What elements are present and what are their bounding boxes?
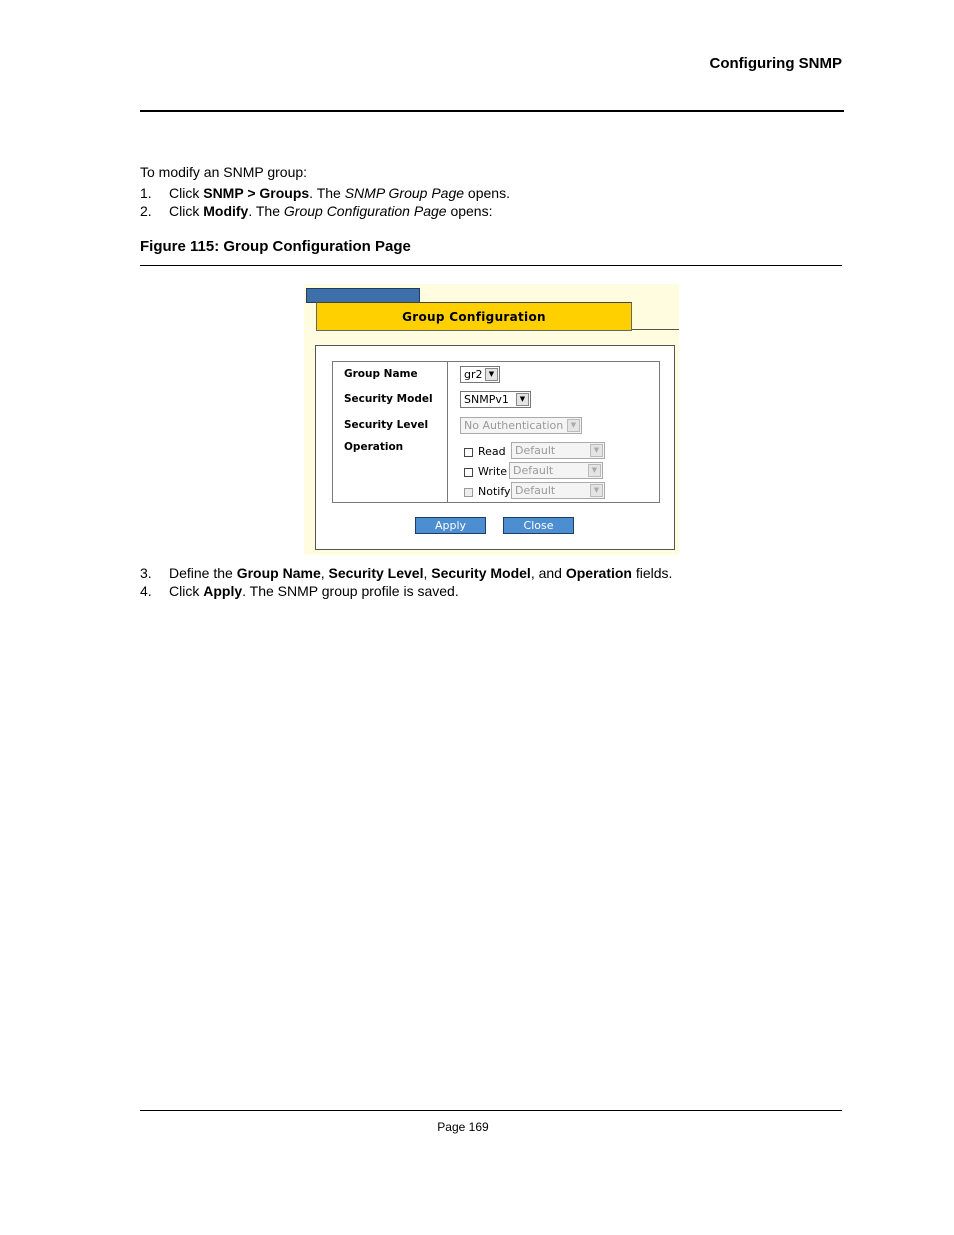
notify-view-select[interactable] — [511, 482, 605, 499]
write-label: Write — [478, 465, 508, 478]
step-number: 1. — [140, 185, 152, 201]
step-text: Define the — [169, 565, 237, 581]
running-header-title: Configuring SNMP — [709, 55, 842, 72]
read-view-select[interactable] — [511, 442, 605, 459]
step-4 — [140, 582, 840, 600]
step-text: opens: — [446, 203, 493, 219]
figure-caption: Figure 115: Group Configuration Page — [140, 238, 411, 255]
menu-path: SNMP > Groups — [203, 185, 310, 201]
intro-text: To modify an SNMP group: — [140, 164, 308, 180]
footer-rule — [140, 1110, 842, 1111]
group-name-value: gr2 — [464, 368, 483, 381]
page-title-tab: Group Configuration — [316, 302, 632, 331]
step-2 — [140, 202, 840, 220]
security-model-label: Security Model — [344, 393, 433, 405]
nav-tab[interactable] — [306, 288, 420, 303]
column-divider — [447, 362, 448, 502]
chevron-down-icon[interactable]: ▼ — [516, 393, 529, 406]
notify-view-value: Default — [515, 484, 556, 497]
group-name-label: Group Name — [344, 368, 418, 380]
step-text: , — [423, 565, 432, 581]
group-configuration-screenshot — [304, 284, 679, 555]
security-level-select[interactable] — [460, 417, 582, 434]
step-text: . The — [309, 185, 345, 201]
button-name: Apply — [203, 583, 243, 599]
figure-rule — [140, 265, 842, 266]
tab-baseline — [632, 329, 679, 330]
step-text: opens. — [464, 185, 510, 201]
step-number: 4. — [140, 583, 152, 599]
step-1 — [140, 184, 840, 202]
chevron-down-icon[interactable]: ▼ — [485, 368, 498, 381]
close-button[interactable]: Close — [503, 517, 574, 534]
page-number: Page 169 — [437, 1120, 489, 1134]
step-text: Click — [169, 185, 204, 201]
field-name: Security Level — [328, 565, 424, 581]
button-name: Modify — [203, 203, 249, 219]
field-name: Group Name — [236, 565, 321, 581]
step-text: Click — [169, 203, 204, 219]
page-name: SNMP Group Page — [344, 185, 465, 201]
read-label: Read — [478, 445, 506, 458]
step-number: 3. — [140, 565, 152, 581]
chevron-down-icon: ▼ — [567, 419, 580, 432]
chevron-down-icon: ▼ — [590, 484, 603, 497]
step-number: 2. — [140, 203, 152, 219]
chevron-down-icon: ▼ — [590, 444, 603, 457]
apply-button[interactable]: Apply — [415, 517, 486, 534]
page-name: Group Configuration Page — [283, 203, 447, 219]
notify-label: Notify — [478, 485, 511, 498]
step-text: , — [320, 565, 329, 581]
step-text: Click — [169, 583, 204, 599]
config-panel — [315, 345, 675, 550]
step-text: fields. — [631, 565, 673, 581]
step-text: . The SNMP group profile is saved. — [242, 583, 459, 599]
group-name-select[interactable] — [460, 366, 500, 383]
operation-label: Operation — [344, 441, 404, 453]
read-checkbox[interactable] — [464, 448, 473, 457]
step-text: , and — [530, 565, 566, 581]
security-model-select[interactable] — [460, 391, 531, 408]
security-level-label: Security Level — [344, 419, 429, 431]
write-view-select[interactable] — [509, 462, 603, 479]
header-rule — [140, 110, 844, 112]
security-level-value: No Authentication — [464, 419, 564, 432]
write-checkbox[interactable] — [464, 468, 473, 477]
step-text: . The — [248, 203, 284, 219]
security-model-value: SNMPv1 — [464, 393, 509, 406]
notify-checkbox[interactable] — [464, 488, 473, 497]
field-name: Security Model — [431, 565, 531, 581]
chevron-down-icon: ▼ — [588, 464, 601, 477]
field-name: Operation — [565, 565, 632, 581]
read-view-value: Default — [515, 444, 556, 457]
step-3 — [140, 564, 840, 582]
write-view-value: Default — [513, 464, 554, 477]
form-table — [332, 361, 660, 503]
